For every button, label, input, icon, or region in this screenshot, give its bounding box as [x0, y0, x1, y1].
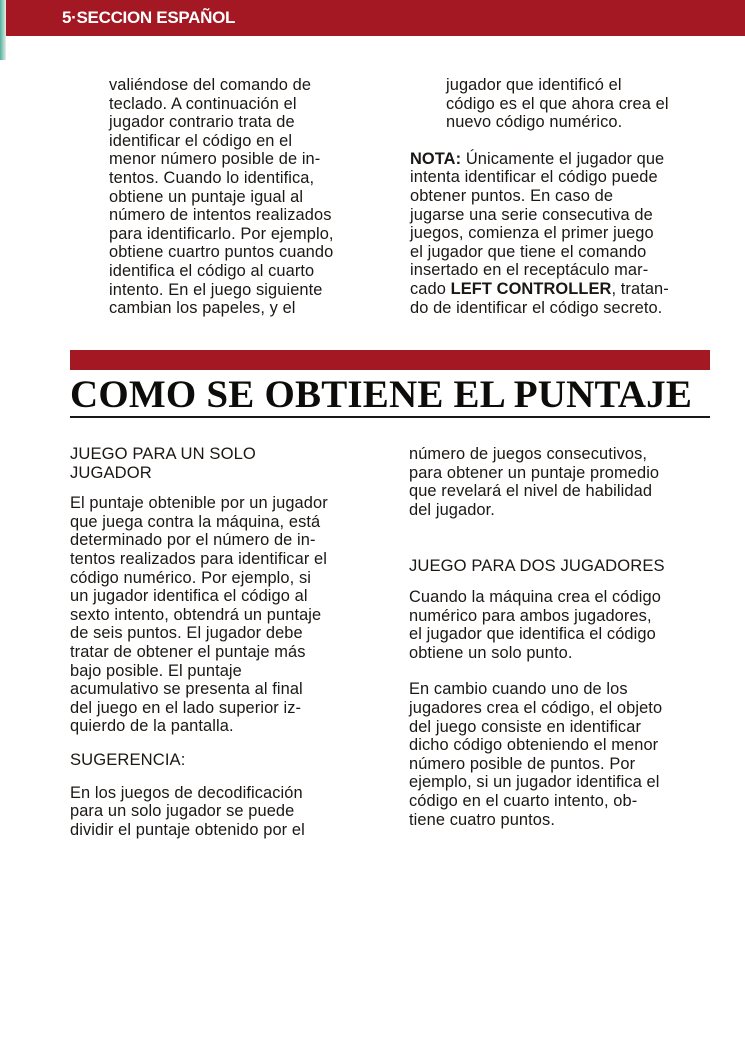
nota-text-line: jugarse una serie consecutiva de: [410, 205, 653, 224]
text-line: que juega contra la máquina, está: [70, 512, 321, 531]
text-line: obtiene cuartro puntos cuando: [109, 243, 334, 262]
text-line: del jugador.: [409, 500, 495, 519]
nota-cado-suffix: , tratan-: [611, 279, 669, 298]
nota-text-line: juegos, comienza el primer juego: [410, 224, 654, 243]
text-line: quierdo de la pantalla.: [70, 717, 234, 736]
nota-cado-line: [410, 280, 669, 299]
text-line: código en el cuarto intento, ob-: [409, 791, 638, 810]
single-player-heading: JUGADOR: [70, 462, 152, 482]
text-line: código es el que ahora crea el: [446, 94, 669, 113]
nota-first-line: [410, 150, 669, 169]
text-line: un jugador identifica el código al: [70, 587, 308, 606]
text-line: dicho código obteniendo el menor: [409, 736, 659, 755]
nota-label: NOTA:: [410, 149, 462, 168]
title-rule: [70, 416, 710, 418]
nota-text-line: intenta identificar el código puede: [410, 168, 658, 187]
text-line: En los juegos de decodificación: [70, 783, 303, 802]
text-line: teclado. A continuación el: [109, 94, 297, 113]
text-line: para un solo jugador se puede: [70, 802, 295, 821]
two-player-column: [409, 445, 665, 829]
nota-last-line: do de identificar el código secreto.: [410, 298, 663, 317]
text-line: tentos. Cuando lo identifica,: [109, 168, 315, 187]
text-line: identificar el código en el: [109, 131, 293, 150]
text-line: del juego consiste en identificar: [409, 717, 642, 736]
text-line: intento. En el juego siguiente: [109, 280, 323, 299]
text-line: obtiene un puntaje igual al: [109, 187, 304, 206]
single-player-column: [70, 445, 328, 839]
section-red-band: [70, 350, 710, 370]
text-line: valiéndose del comando de: [109, 76, 312, 94]
text-line: bajo posible. El puntaje: [70, 661, 242, 680]
text-line: jugador contrario trata de: [109, 113, 295, 132]
text-line: que revelará el nivel de habilidad: [409, 482, 653, 501]
text-line: el jugador que identifica el código: [409, 625, 656, 644]
text-line: El puntaje obtenible por un jugador: [70, 494, 328, 513]
text-line: numérico para ambos jugadores,: [409, 606, 652, 625]
nota-first-line-text: Únicamente el jugador que: [461, 149, 665, 168]
single-player-heading: JUEGO PARA UN SOLO: [70, 444, 256, 463]
text-line: para obtener un puntaje promedio: [409, 463, 660, 482]
nota-cado-prefix: cado: [410, 279, 451, 298]
text-line: código numérico. Por ejemplo, si: [70, 568, 311, 587]
text-line: En cambio cuando uno de los: [409, 680, 628, 699]
text-line: número posible de puntos. Por: [409, 754, 636, 773]
text-line: obtiene un solo punto.: [409, 643, 573, 662]
text-line: jugadores crea el código, el objeto: [409, 698, 663, 717]
section-title: COMO SE OBTIENE EL PUNTAJE: [70, 373, 693, 416]
text-line: número de intentos realizados: [109, 206, 332, 225]
text-line: Cuando la máquina crea el código: [409, 587, 661, 606]
text-line: dividir el puntaje obtenido por el: [70, 820, 305, 839]
nota-text-line: obtener puntos. En caso de: [410, 186, 614, 205]
text-line: ejemplo, si un jugador identifica el: [409, 773, 660, 792]
top-right-column: [410, 76, 669, 317]
text-line: de seis puntos. El jugador debe: [70, 624, 303, 643]
text-line: identifica el código al cuarto: [109, 261, 315, 280]
top-left-column: [109, 76, 334, 318]
text-line: para identificarlo. Por ejemplo,: [109, 224, 334, 243]
text-line: cambian los papeles, y el: [109, 299, 296, 318]
nota-text-line: el jugador que tiene el comando: [410, 242, 647, 261]
text-line: sexto intento, obtendrá un puntaje: [70, 605, 322, 624]
left-controller-label: LEFT CONTROLLER: [450, 279, 612, 298]
nota-text-line: insertado en el receptáculo mar-: [410, 261, 649, 280]
text-line: tentos realizados para identificar el: [70, 549, 327, 568]
text-line: número de juegos consecutivos,: [409, 445, 648, 463]
text-line: determinado por el número de in-: [70, 531, 316, 550]
text-line: tratar de obtener el puntaje más: [70, 642, 306, 661]
text-line: jugador que identificó el: [446, 76, 622, 94]
two-player-heading: JUEGO PARA DOS JUGADORES: [409, 556, 665, 576]
text-line: tiene cuatro puntos.: [409, 810, 555, 829]
sugerencia-heading: SUGERENCIA:: [70, 749, 186, 769]
text-line: del juego en el lado superior iz-: [70, 698, 302, 717]
text-line: acumulativo se presenta al final: [70, 680, 303, 699]
section-label: 5·SECCION ESPAÑOL: [62, 8, 236, 27]
text-line: menor número posible de in-: [109, 150, 321, 169]
text-line: nuevo código numérico.: [446, 113, 623, 132]
